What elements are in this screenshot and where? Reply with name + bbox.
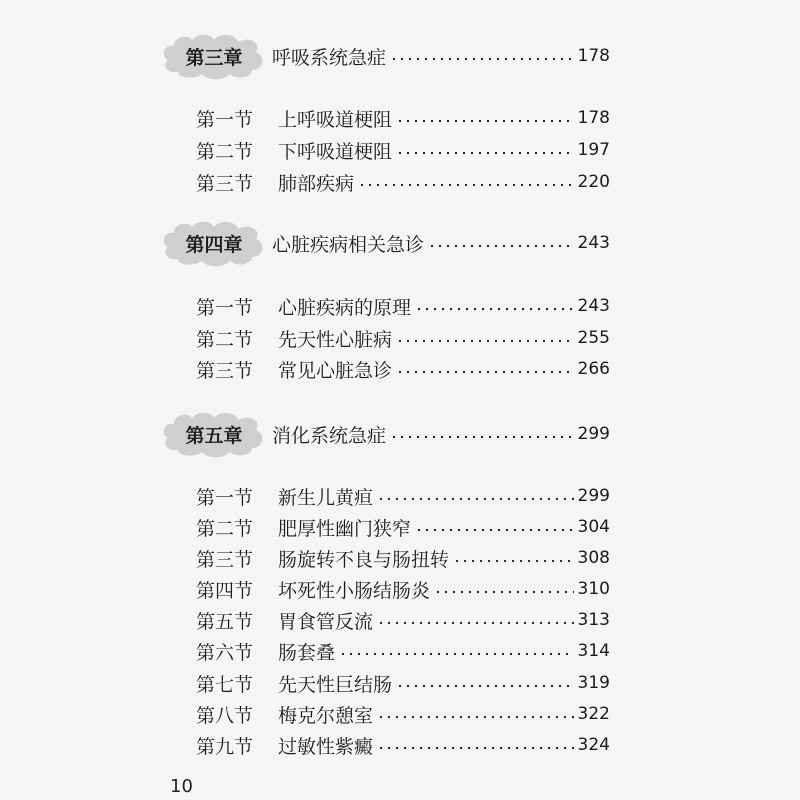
dot-leader [339,652,574,656]
page-number: 319 [577,673,610,693]
dot-leader [358,183,574,187]
page-number: 178 [577,46,610,66]
page-number: 304 [577,517,610,537]
chapter-entry-4[interactable] [168,221,610,265]
section-title: 胃食管反流 [278,610,374,633]
dot-leader [428,244,574,248]
page-number: 243 [577,296,610,316]
chapter-title: 呼吸系统急症 [272,46,387,69]
section-entry[interactable] [168,290,610,322]
section-number: 第六节 [196,641,254,664]
section-number: 第一节 [196,296,254,319]
section-title: 肥厚性幽门狭窄 [278,517,412,540]
section-title: 上呼吸道梗阻 [278,108,393,131]
dot-leader [377,497,574,501]
page-number: 299 [577,424,610,444]
dot-leader [390,435,574,439]
section-entry[interactable] [168,511,610,543]
section-number: 第二节 [196,517,254,540]
section-entry[interactable] [168,729,610,761]
chapter-title: 消化系统急症 [272,424,387,447]
page-number: 313 [577,610,610,630]
chapter-label: 第五章 [185,424,243,447]
section-entry[interactable] [168,166,610,198]
section-title: 坏死性小肠结肠炎 [278,579,431,602]
page-number: 324 [577,735,610,755]
page-number: 220 [577,172,610,192]
page-number: 314 [577,641,610,661]
section-entry[interactable] [168,480,610,512]
section-entry[interactable] [168,573,610,605]
chapter-badge [168,412,260,456]
chapter-badge [168,221,260,265]
page-number: 197 [577,140,610,160]
section-number: 第九节 [196,735,254,758]
dot-leader [377,715,574,719]
section-title: 肠套叠 [278,641,336,664]
section-title: 下呼吸道梗阻 [278,140,393,163]
dot-leader [377,621,574,625]
section-entry[interactable] [168,322,610,354]
dot-leader [415,528,574,532]
page-footer-number: 10 [170,776,193,797]
section-title: 心脏疾病的原理 [278,296,412,319]
chapter-label: 第三章 [185,46,243,69]
section-number: 第三节 [196,172,254,195]
dot-leader [390,57,574,61]
section-number: 第二节 [196,140,254,163]
section-entry[interactable] [168,134,610,166]
section-entry[interactable] [168,542,610,574]
section-entry[interactable] [168,667,610,699]
section-entry[interactable] [168,604,610,636]
section-title: 常见心脏急诊 [278,359,393,382]
section-number: 第二节 [196,328,254,351]
page-number: 266 [577,359,610,379]
section-title: 先天性巨结肠 [278,673,393,696]
page-number: 308 [577,548,610,568]
section-entry[interactable] [168,635,610,667]
dot-leader [377,746,574,750]
page-number: 255 [577,328,610,348]
section-entry[interactable] [168,698,610,730]
section-title: 过敏性紫癜 [278,735,374,758]
page-number: 322 [577,704,610,724]
section-number: 第一节 [196,108,254,131]
section-title: 先天性心脏病 [278,328,393,351]
section-number: 第七节 [196,673,254,696]
section-title: 肺部疾病 [278,172,355,195]
section-entry[interactable] [168,102,610,134]
section-title: 肠旋转不良与肠扭转 [278,548,450,571]
page-number: 299 [577,486,610,506]
section-number: 第三节 [196,548,254,571]
chapter-label: 第四章 [185,233,243,256]
page-number: 178 [577,108,610,128]
dot-leader [396,684,574,688]
dot-leader [396,339,574,343]
section-title: 新生儿黄疸 [278,486,374,509]
dot-leader [396,370,574,374]
section-number: 第四节 [196,579,254,602]
dot-leader [415,307,574,311]
chapter-title: 心脏疾病相关急诊 [272,233,425,256]
section-number: 第八节 [196,704,254,727]
chapter-entry-3[interactable] [168,34,610,78]
section-entry[interactable] [168,353,610,385]
chapter-entry-5[interactable] [168,412,610,456]
dot-leader [396,119,574,123]
dot-leader [396,151,574,155]
chapter-badge [168,34,260,78]
dot-leader [434,590,574,594]
section-number: 第五节 [196,610,254,633]
section-number: 第三节 [196,359,254,382]
section-title: 梅克尔憩室 [278,704,374,727]
page-number: 310 [577,579,610,599]
section-number: 第一节 [196,486,254,509]
page-number: 243 [577,233,610,253]
dot-leader [453,559,574,563]
